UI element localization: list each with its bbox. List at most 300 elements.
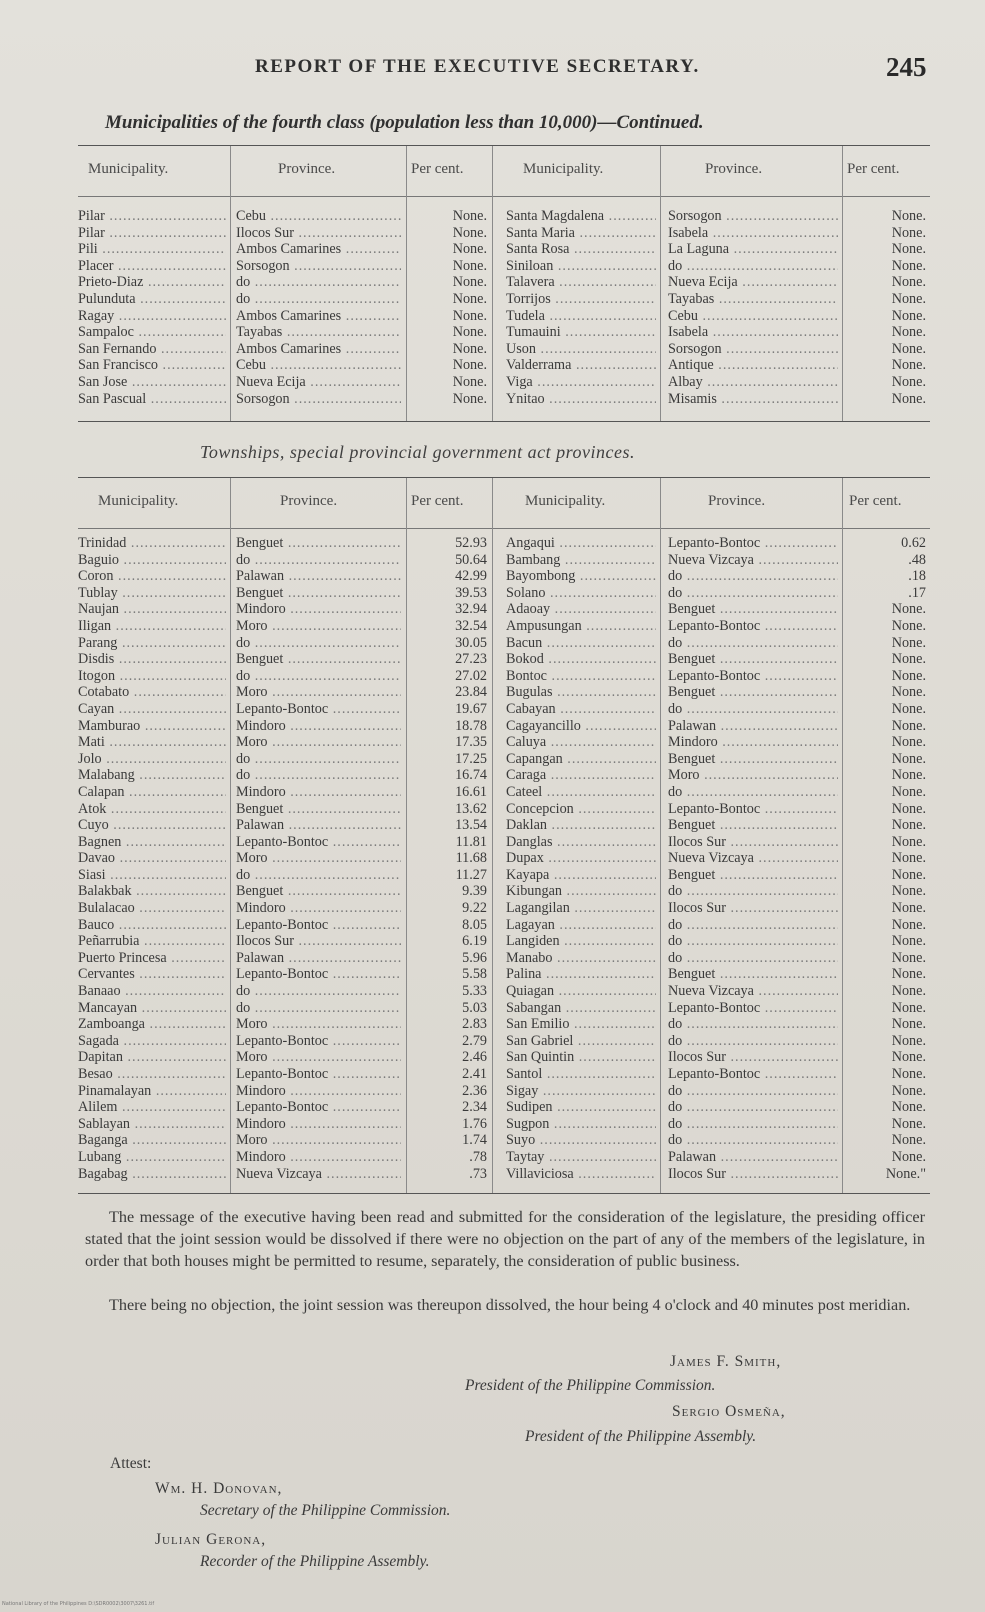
table-cell: Balakbak ..... xyxy=(78,883,226,900)
table-cell: Coron ..... xyxy=(78,568,226,585)
table-cell: Nueva Ecija ..... xyxy=(668,274,838,291)
table-cell: Concepcion ..... xyxy=(506,801,656,818)
table-cell: Langiden ..... xyxy=(506,933,656,950)
table-cell: do ..... xyxy=(236,291,401,308)
table-cell: None. xyxy=(891,933,926,950)
table-cell: do ..... xyxy=(668,701,838,718)
table-cell: Uson ..... xyxy=(506,341,656,358)
column-divider xyxy=(660,478,661,1193)
table-cell: 1.76 xyxy=(462,1115,487,1132)
table-cell: Moro ..... xyxy=(236,1132,401,1149)
section2-title: Townships, special provincial government act provinces. xyxy=(200,442,635,462)
table-cell: do ..... xyxy=(236,983,401,1000)
signature-name: Wm. H. Donovan, xyxy=(155,1480,283,1497)
table-cell: None. xyxy=(891,783,926,800)
scan-footer: National Library of the Philippines D:\SDR0002\3007\3261.tif xyxy=(2,1601,155,1607)
table-cell: 9.39 xyxy=(462,883,487,900)
signature-name: Sergio Osmeña, xyxy=(672,1403,786,1420)
table-cell: Lepanto-Bontoc ..... xyxy=(668,1066,838,1083)
table-cell: Benguet ..... xyxy=(668,751,838,768)
header-province: Province. xyxy=(705,161,763,177)
province-column xyxy=(236,208,401,407)
table-cell: Iligan ..... xyxy=(78,618,226,635)
table-cell: Siasi ..... xyxy=(78,867,226,884)
table-cell: 5.33 xyxy=(462,983,487,1000)
table-cell: None. xyxy=(891,1132,926,1149)
signature-name: Julian Gerona, xyxy=(155,1531,267,1548)
signature-title: President of the Philippine Commission. xyxy=(465,1377,716,1394)
table-cell: Sorsogon ..... xyxy=(236,258,401,275)
table-cell: Dapitan ..... xyxy=(78,1049,226,1066)
table-cell: None. xyxy=(891,866,926,883)
table-cell: Lepanto-Bontoc ..... xyxy=(668,1000,838,1017)
table-cell: None. xyxy=(452,340,487,357)
table-cell: 30.05 xyxy=(455,634,487,651)
header-per-cent: Per cent. xyxy=(411,161,464,177)
table-cell: Santa Magdalena ..... xyxy=(506,208,656,225)
table-cell: Lepanto-Bontoc ..... xyxy=(236,1033,401,1050)
table-cell: Nueva Ecija ..... xyxy=(236,374,401,391)
table-cell: Lepanto-Bontoc ..... xyxy=(236,701,401,718)
table-cell: None. xyxy=(891,750,926,767)
table-cell: Cebu ..... xyxy=(236,357,401,374)
table-cell: Pinamalayan ..... xyxy=(78,1083,226,1100)
table-cell: None. xyxy=(891,717,926,734)
table-cell: Baganga ..... xyxy=(78,1132,226,1149)
table-cell: 32.94 xyxy=(455,601,487,618)
table-cell: San Pascual ..... xyxy=(78,391,226,408)
table-cell: Sorsogon ..... xyxy=(236,391,401,408)
table-cell: Benguet ..... xyxy=(236,883,401,900)
table-cell: None. xyxy=(891,700,926,717)
table-cell: Ragay ..... xyxy=(78,308,226,325)
table-cell: Capangan ..... xyxy=(506,751,656,768)
table-cell: Benguet ..... xyxy=(236,651,401,668)
province-column xyxy=(668,208,838,407)
table-cell: Mindoro ..... xyxy=(236,601,401,618)
percent-column xyxy=(411,208,487,407)
table-cell: do ..... xyxy=(236,767,401,784)
table-cell: Ilocos Sur ..... xyxy=(668,1166,838,1183)
table-cell: 42.99 xyxy=(455,568,487,585)
page-number: 245 xyxy=(886,52,927,82)
percent-column xyxy=(411,535,487,1182)
table-cell: Ambos Camarines ..... xyxy=(236,308,401,325)
table-cell: None. xyxy=(891,667,926,684)
table-cell: None. xyxy=(891,817,926,834)
table-cell: None. xyxy=(891,373,926,390)
table-cell: 19.67 xyxy=(455,700,487,717)
table-cell: Mindoro ..... xyxy=(236,1116,401,1133)
table-cell: Mindoro ..... xyxy=(236,718,401,735)
table-cell: 27.02 xyxy=(455,667,487,684)
table-cell: Palawan ..... xyxy=(668,718,838,735)
table-cell: Villaviciosa ..... xyxy=(506,1166,656,1183)
table-cell: Adaoay ..... xyxy=(506,601,656,618)
table-cell: None. xyxy=(891,916,926,933)
table-cell: None. xyxy=(891,290,926,307)
table-cell: San Jose ..... xyxy=(78,374,226,391)
table-cell: do ..... xyxy=(668,1099,838,1116)
table-cell: Banaao ..... xyxy=(78,983,226,1000)
table-cell: Jolo ..... xyxy=(78,751,226,768)
table-cell: Santa Maria ..... xyxy=(506,225,656,242)
table-cell: Santol ..... xyxy=(506,1066,656,1083)
table-cell: San Quintin ..... xyxy=(506,1049,656,1066)
table-cell: do ..... xyxy=(668,1083,838,1100)
table-cell: Palawan ..... xyxy=(668,1149,838,1166)
table-cell: Moro ..... xyxy=(236,684,401,701)
table-cell: 13.54 xyxy=(455,817,487,834)
table-cell: None. xyxy=(452,208,487,224)
table-cell: Ilocos Sur ..... xyxy=(668,900,838,917)
table-cell: Atok ..... xyxy=(78,801,226,818)
table-cell: 9.22 xyxy=(462,900,487,917)
table-cell: San Francisco ..... xyxy=(78,357,226,374)
table-cell: None. xyxy=(891,999,926,1016)
table-cell: Cebu ..... xyxy=(236,208,401,225)
table-cell: do ..... xyxy=(236,552,401,569)
table-cell: do ..... xyxy=(236,668,401,685)
table-cell: None. xyxy=(891,850,926,867)
table-cell: Talavera ..... xyxy=(506,274,656,291)
province-column xyxy=(668,535,838,1182)
table-cell: Benguet ..... xyxy=(668,651,838,668)
table-cell: None. xyxy=(452,290,487,307)
table-cell: None. xyxy=(452,373,487,390)
table-cell: do ..... xyxy=(668,258,838,275)
table-cell: 8.05 xyxy=(462,916,487,933)
table-cell: Cayan ..... xyxy=(78,701,226,718)
table-cell: Lepanto-Bontoc ..... xyxy=(668,535,838,552)
signature-title: President of the Philippine Assembly. xyxy=(525,1428,757,1445)
table-cell: Moro ..... xyxy=(236,618,401,635)
table-cell: Lepanto-Bontoc ..... xyxy=(236,966,401,983)
table-cell: None. xyxy=(891,1066,926,1082)
table-cell: Lubang ..... xyxy=(78,1149,226,1166)
table-cell: Bauco ..... xyxy=(78,917,226,934)
header-municipality: Municipality. xyxy=(98,493,179,509)
table-cell: Manabo ..... xyxy=(506,950,656,967)
table-cell: Palawan ..... xyxy=(236,950,401,967)
table-cell: None. xyxy=(452,257,487,274)
table-cell: 50.64 xyxy=(455,551,487,568)
table-cell: Palina ..... xyxy=(506,966,656,983)
table-cell: Antique ..... xyxy=(668,357,838,374)
table-cell: None. xyxy=(452,390,487,407)
column-divider xyxy=(406,146,407,421)
table-cell: .17 xyxy=(908,584,926,601)
table-cell: San Gabriel ..... xyxy=(506,1033,656,1050)
table-cell: None. xyxy=(891,324,926,341)
column-divider xyxy=(230,478,231,1193)
table-cell: Kayapa ..... xyxy=(506,867,656,884)
table-cell: Bambang ..... xyxy=(506,552,656,569)
table-cell: Cebu ..... xyxy=(668,308,838,325)
table-cell: None. xyxy=(891,1049,926,1066)
table-cell: 1.74 xyxy=(462,1132,487,1149)
table-cell: Mamburao ..... xyxy=(78,718,226,735)
table-cell: Nueva Vizcaya ..... xyxy=(236,1166,401,1183)
table-cell: Bontoc ..... xyxy=(506,668,656,685)
table-cell: 2.46 xyxy=(462,1049,487,1066)
table-cell: Benguet ..... xyxy=(668,817,838,834)
table-cell: Lepanto-Bontoc ..... xyxy=(668,618,838,635)
table-cell: Santa Rosa ..... xyxy=(506,241,656,258)
table-cell: None. xyxy=(891,983,926,1000)
table-cell: Moro ..... xyxy=(236,734,401,751)
table-cell: Mindoro ..... xyxy=(236,900,401,917)
percent-column xyxy=(846,208,926,407)
table-cell: Ilocos Sur ..... xyxy=(668,834,838,851)
table-cell: Taytay ..... xyxy=(506,1149,656,1166)
section1-title: Municipalities of the fourth class (population less than 10,000)—Continued. xyxy=(105,112,704,133)
table-cell: Mindoro ..... xyxy=(236,1149,401,1166)
table-header xyxy=(78,478,930,529)
table-cell: Bayombong ..... xyxy=(506,568,656,585)
table-cell: .73 xyxy=(469,1165,487,1182)
table-cell: 17.25 xyxy=(455,750,487,767)
paragraph-dissolution: There being no objection, the joint session was thereupon dissolved, the hour being 4 o'clock and 40 minutes post meridian. xyxy=(109,1296,911,1314)
table-cell: Moro ..... xyxy=(236,850,401,867)
table-cell: 11.68 xyxy=(455,850,487,867)
header-province: Province. xyxy=(278,161,336,177)
table-cell: 11.81 xyxy=(455,833,487,850)
table-cell: do ..... xyxy=(668,1016,838,1033)
table-cell: None. xyxy=(891,883,926,900)
table-cell: None. xyxy=(891,1082,926,1099)
table-header xyxy=(78,146,930,197)
paragraph-message: The message of the executive having been read and submitted for the consideration of the legislature, the presiding officer stated that the joint session would be dissolved if there were no objection on the part of any of the members of the legislature, in order that both houses might be permitted to resume, separately, the consideration of public business. xyxy=(85,1208,925,1270)
table-cell: Ilocos Sur ..... xyxy=(236,933,401,950)
table-cell: Alilem ..... xyxy=(78,1099,226,1116)
table-cell: Besao ..... xyxy=(78,1066,226,1083)
table-cell: do ..... xyxy=(236,1000,401,1017)
table-cell: Nueva Vizcaya ..... xyxy=(668,552,838,569)
percent-column xyxy=(846,535,926,1182)
table-cell: None. xyxy=(891,734,926,751)
table-cell: Palawan ..... xyxy=(236,817,401,834)
table-cell: None. xyxy=(891,949,926,966)
table-cell: None. xyxy=(452,357,487,374)
townships-table xyxy=(78,477,930,1194)
table-cell: Mancayan ..... xyxy=(78,1000,226,1017)
table-cell: Nueva Vizcaya ..... xyxy=(668,850,838,867)
table-cell: Moro ..... xyxy=(668,767,838,784)
table-cell: 18.78 xyxy=(455,717,487,734)
table-cell: do ..... xyxy=(668,883,838,900)
table-cell: 2.41 xyxy=(462,1066,487,1082)
table-cell: Lepanto-Bontoc ..... xyxy=(236,1099,401,1116)
table-cell: Puerto Princesa ..... xyxy=(78,950,226,967)
table-cell: Placer ..... xyxy=(78,258,226,275)
table-cell: None. xyxy=(891,241,926,258)
table-cell: Naujan ..... xyxy=(78,601,226,618)
table-cell: Caraga ..... xyxy=(506,767,656,784)
municipality-column xyxy=(78,208,226,407)
table-cell: None." xyxy=(885,1165,926,1182)
table-cell: .78 xyxy=(469,1148,487,1165)
table-cell: None. xyxy=(452,324,487,341)
table-cell: 2.36 xyxy=(462,1082,487,1099)
table-cell: Ampusungan ..... xyxy=(506,618,656,635)
table-cell: 2.79 xyxy=(462,1032,487,1049)
table-cell: do ..... xyxy=(668,917,838,934)
table-cell: None. xyxy=(891,601,926,618)
header-province: Province. xyxy=(280,493,338,509)
table-cell: 5.03 xyxy=(462,999,487,1016)
table-cell: Benguet ..... xyxy=(236,585,401,602)
table-cell: do ..... xyxy=(236,635,401,652)
table-cell: Benguet ..... xyxy=(668,966,838,983)
table-cell: None. xyxy=(891,307,926,324)
table-cell: Peñarrubia ..... xyxy=(78,933,226,950)
table-cell: Pulunduta ..... xyxy=(78,291,226,308)
table-cell: 2.34 xyxy=(462,1099,487,1116)
table-cell: Torrijos ..... xyxy=(506,291,656,308)
table-cell: None. xyxy=(891,684,926,701)
column-divider xyxy=(660,146,661,421)
signature-title: Secretary of the Philippine Commission. xyxy=(200,1502,451,1519)
column-divider xyxy=(406,478,407,1193)
table-cell: 0.62 xyxy=(901,535,926,551)
table-cell: Benguet ..... xyxy=(668,684,838,701)
table-cell: Lepanto-Bontoc ..... xyxy=(668,801,838,818)
province-column xyxy=(236,535,401,1182)
table-cell: Nueva Vizcaya ..... xyxy=(668,983,838,1000)
table-cell: Tudela ..... xyxy=(506,308,656,325)
table-cell: Pilar ..... xyxy=(78,225,226,242)
municipality-column xyxy=(506,208,656,407)
table-cell: Viga ..... xyxy=(506,374,656,391)
table-cell: do ..... xyxy=(668,1033,838,1050)
table-cell: None. xyxy=(891,800,926,817)
table-cell: Mindoro ..... xyxy=(668,734,838,751)
table-cell: Mindoro ..... xyxy=(236,1083,401,1100)
table-cell: Baguio ..... xyxy=(78,552,226,569)
table-cell: Disdis ..... xyxy=(78,651,226,668)
table-cell: 17.35 xyxy=(455,734,487,751)
table-cell: do ..... xyxy=(668,635,838,652)
table-cell: Tayabas ..... xyxy=(668,291,838,308)
table-cell: Lepanto-Bontoc ..... xyxy=(236,917,401,934)
table-cell: Isabela ..... xyxy=(668,324,838,341)
table-cell: Moro ..... xyxy=(236,1049,401,1066)
table-cell: San Fernando ..... xyxy=(78,341,226,358)
table-cell: Malabang ..... xyxy=(78,767,226,784)
table-cell: Bagnen ..... xyxy=(78,834,226,851)
table-cell: do ..... xyxy=(668,568,838,585)
column-divider xyxy=(842,478,843,1193)
table-cell: Ilocos Sur ..... xyxy=(668,1049,838,1066)
table-cell: Cotabato ..... xyxy=(78,684,226,701)
table-cell: Ynitao ..... xyxy=(506,391,656,408)
table-cell: Bacun ..... xyxy=(506,635,656,652)
table-cell: Dupax ..... xyxy=(506,850,656,867)
table-cell: 16.74 xyxy=(455,767,487,784)
table-cell: Sampaloc ..... xyxy=(78,324,226,341)
table-cell: Tublay ..... xyxy=(78,585,226,602)
table-cell: Ambos Camarines ..... xyxy=(236,241,401,258)
table-cell: Calapan ..... xyxy=(78,784,226,801)
table-cell: Tayabas ..... xyxy=(236,324,401,341)
table-cell: None. xyxy=(452,274,487,291)
table-cell: 32.54 xyxy=(455,617,487,634)
table-cell: Pilar ..... xyxy=(78,208,226,225)
table-cell: None. xyxy=(452,307,487,324)
table-cell: Itogon ..... xyxy=(78,668,226,685)
table-cell: Danglas ..... xyxy=(506,834,656,851)
table-cell: Trinidad ..... xyxy=(78,535,226,552)
table-cell: Sudipen ..... xyxy=(506,1099,656,1116)
table-cell: Benguet ..... xyxy=(668,601,838,618)
municipality-column xyxy=(506,535,656,1182)
table-cell: .18 xyxy=(908,568,926,585)
table-cell: None. xyxy=(891,357,926,374)
table-cell: 5.58 xyxy=(462,966,487,983)
table-cell: Ilocos Sur ..... xyxy=(236,225,401,242)
table-cell: None. xyxy=(891,651,926,668)
table-cell: None. xyxy=(452,224,487,241)
table-cell: None. xyxy=(891,1016,926,1033)
table-cell: Bugulas ..... xyxy=(506,684,656,701)
table-cell: do ..... xyxy=(668,1132,838,1149)
table-cell: .48 xyxy=(908,551,926,568)
running-head: REPORT OF THE EXECUTIVE SECRETARY. xyxy=(255,56,700,77)
table-cell: None. xyxy=(891,1032,926,1049)
table-cell: None. xyxy=(891,257,926,274)
table-cell: Sorsogon ..... xyxy=(668,208,838,225)
table-cell: Lagayan ..... xyxy=(506,917,656,934)
table-cell: Parang ..... xyxy=(78,635,226,652)
table-cell: None. xyxy=(891,767,926,784)
table-cell: None. xyxy=(891,1099,926,1116)
table-cell: San Emilio ..... xyxy=(506,1016,656,1033)
table-cell: Albay ..... xyxy=(668,374,838,391)
table-cell: 5.96 xyxy=(462,949,487,966)
header-per-cent: Per cent. xyxy=(849,493,902,509)
signature-title: Recorder of the Philippine Assembly. xyxy=(200,1553,430,1570)
table-cell: Sorsogon ..... xyxy=(668,341,838,358)
signature-name: James F. Smith, xyxy=(670,1353,782,1370)
table-cell: Davao ..... xyxy=(78,850,226,867)
table-cell: 27.23 xyxy=(455,651,487,668)
table-cell: Moro ..... xyxy=(236,1016,401,1033)
table-cell: Caluya ..... xyxy=(506,734,656,751)
header-municipality: Municipality. xyxy=(523,161,604,177)
table-cell: None. xyxy=(891,634,926,651)
table-cell: Kibungan ..... xyxy=(506,883,656,900)
table-cell: Sablayan ..... xyxy=(78,1116,226,1133)
column-divider xyxy=(842,146,843,421)
table-cell: Mindoro ..... xyxy=(236,784,401,801)
table-cell: None. xyxy=(891,833,926,850)
table-cell: Prieto-Diaz ..... xyxy=(78,274,226,291)
table-cell: Quiagan ..... xyxy=(506,983,656,1000)
table-cell: Cervantes ..... xyxy=(78,966,226,983)
table-cell: 16.61 xyxy=(455,783,487,800)
table-cell: Siniloan ..... xyxy=(506,258,656,275)
attest-label: Attest: xyxy=(110,1455,152,1472)
table-cell: do ..... xyxy=(236,274,401,291)
column-divider xyxy=(230,146,231,421)
table-cell: do ..... xyxy=(668,950,838,967)
table-cell: do ..... xyxy=(668,585,838,602)
table-cell: 11.27 xyxy=(455,866,487,883)
fourth-class-table xyxy=(78,145,930,422)
table-cell: Pili ..... xyxy=(78,241,226,258)
table-cell: Benguet ..... xyxy=(668,867,838,884)
